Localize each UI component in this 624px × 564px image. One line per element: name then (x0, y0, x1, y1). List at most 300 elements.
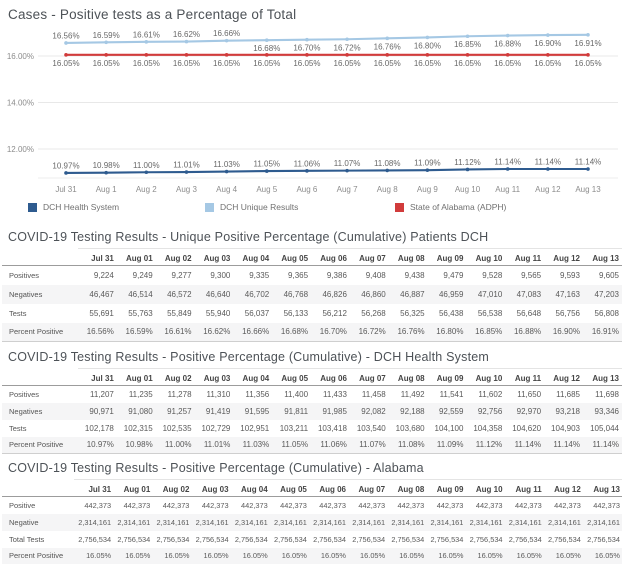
cell[interactable]: 93,218 (555, 406, 580, 416)
x-axis-tick-label: Aug 8 (376, 185, 398, 194)
cell[interactable]: 11,278 (167, 389, 192, 399)
cell[interactable]: 442,373 (397, 500, 425, 510)
cell[interactable]: 2,756,534 (313, 534, 346, 544)
cell[interactable]: 2,314,161 (117, 517, 151, 527)
cell[interactable]: 16.05% (164, 551, 190, 561)
legend-label: DCH Health System (43, 202, 120, 212)
table-row (2, 386, 622, 403)
cell[interactable]: 11.12% (475, 440, 503, 450)
cell[interactable]: 16.62% (203, 327, 231, 337)
cell[interactable]: 9,479 (443, 270, 464, 280)
row-label: Negatives (9, 289, 43, 299)
cell[interactable]: 16.05% (594, 551, 620, 561)
column-header: Aug 02 (152, 480, 191, 497)
cell[interactable]: 16.70% (319, 327, 347, 337)
cell[interactable]: 56,648 (516, 308, 542, 318)
cell[interactable]: 9,593 (559, 270, 580, 280)
table-title: COVID-19 Testing Results - Unique Positive Percentage (Cumulative) Patients DCH (8, 230, 489, 244)
cell[interactable]: 46,959 (438, 289, 464, 299)
data-point-label: 16.68% (253, 44, 281, 54)
cell[interactable]: 105,044 (590, 423, 619, 433)
data-point-label: 16.05% (413, 58, 441, 68)
data-point[interactable] (225, 53, 229, 57)
cell[interactable]: 2,756,534 (195, 534, 229, 544)
cell[interactable]: 47,163 (555, 289, 580, 299)
data-point-label: 16.80% (413, 41, 441, 51)
data-point[interactable] (225, 170, 229, 174)
cell[interactable]: 92,188 (400, 406, 425, 416)
data-point[interactable] (506, 167, 510, 171)
data-point-label: 16.05% (534, 58, 562, 68)
cell[interactable]: 103,680 (395, 423, 425, 433)
cell[interactable]: 2,314,161 (547, 517, 581, 527)
cell[interactable]: 11.05% (281, 440, 309, 450)
data-point[interactable] (546, 33, 550, 37)
cell[interactable]: 16.05% (281, 551, 307, 561)
table-row (2, 514, 622, 531)
cell[interactable]: 102,951 (240, 423, 270, 433)
cell[interactable]: 442,373 (593, 500, 620, 510)
data-table (2, 248, 622, 342)
data-point-label: 16.90% (534, 39, 562, 49)
table-row (2, 323, 622, 342)
cell[interactable]: 102,178 (84, 423, 114, 433)
data-point-label: 16.91% (574, 38, 602, 48)
cell[interactable]: 16.05% (399, 551, 425, 561)
data-point[interactable] (466, 34, 470, 38)
cell[interactable]: 55,763 (128, 308, 153, 318)
cell[interactable]: 11.00% (164, 440, 192, 450)
cell[interactable]: 91,985 (322, 406, 347, 416)
cell[interactable]: 9,565 (521, 270, 542, 280)
cell[interactable]: 2,756,534 (469, 534, 503, 544)
cell[interactable]: 11,541 (439, 389, 464, 399)
cell[interactable]: 46,768 (283, 289, 309, 299)
cell[interactable]: 102,729 (201, 423, 231, 433)
cell[interactable]: 16.05% (242, 551, 268, 561)
cell[interactable]: 16.76% (397, 327, 425, 337)
cell[interactable]: 442,373 (514, 500, 542, 510)
column-header: Aug 05 (270, 480, 309, 497)
chart-legend (0, 202, 624, 218)
table-row (2, 304, 622, 323)
cell[interactable]: 9,438 (404, 270, 425, 280)
legend-item[interactable] (205, 202, 298, 212)
data-point[interactable] (185, 170, 189, 174)
data-point-label: 16.05% (172, 58, 201, 68)
column-header: Aug 08 (389, 369, 428, 386)
row-label: Percent Positive (9, 551, 64, 561)
line-chart-canvas[interactable] (0, 24, 624, 200)
cell[interactable]: 2,314,161 (195, 517, 229, 527)
data-point-label: 11.14% (494, 157, 521, 167)
data-point[interactable] (64, 171, 68, 175)
column-header: Aug 09 (426, 480, 465, 497)
data-point[interactable] (145, 40, 149, 44)
column-header: Aug 02 (156, 249, 195, 266)
data-point-label: 16.62% (172, 30, 201, 40)
cell[interactable]: 2,314,161 (469, 517, 503, 527)
data-point[interactable] (506, 53, 510, 57)
data-point[interactable] (265, 38, 269, 42)
data-point[interactable] (185, 40, 189, 44)
cell[interactable]: 16.66% (242, 327, 270, 337)
cell[interactable]: 10.97% (86, 440, 114, 450)
cell[interactable]: 2,756,534 (117, 534, 151, 544)
cell[interactable]: 11,356 (245, 389, 270, 399)
cell[interactable]: 11,698 (595, 389, 619, 399)
cell[interactable]: 56,756 (555, 308, 580, 318)
cell[interactable]: 9,528 (482, 270, 503, 280)
cell[interactable]: 103,418 (317, 423, 347, 433)
cell[interactable]: 92,970 (516, 406, 542, 416)
cell[interactable]: 11.14% (592, 440, 619, 450)
cell[interactable]: 11,685 (556, 389, 580, 399)
cell[interactable]: 9,386 (326, 270, 347, 280)
cell[interactable]: 442,373 (84, 500, 112, 510)
cell[interactable]: 11.07% (359, 440, 386, 450)
cell[interactable]: 2,756,534 (234, 534, 268, 544)
data-point-label: 11.01% (173, 160, 200, 170)
data-point[interactable] (145, 53, 149, 57)
cell[interactable]: 55,691 (89, 308, 114, 318)
cell[interactable]: 9,335 (249, 270, 270, 280)
cell[interactable]: 16.05% (203, 551, 229, 561)
cell[interactable]: 442,373 (475, 500, 503, 510)
cell[interactable]: 91,811 (284, 406, 309, 416)
table-row (2, 420, 622, 437)
data-point[interactable] (64, 41, 68, 45)
cell[interactable]: 11,433 (323, 389, 347, 399)
row-label: Total Tests (9, 534, 45, 544)
data-point[interactable] (385, 53, 389, 57)
cell[interactable]: 16.05% (516, 551, 542, 561)
cell[interactable]: 11,207 (89, 389, 114, 399)
cell[interactable]: 442,373 (240, 500, 268, 510)
cell[interactable]: 56,133 (283, 308, 309, 318)
cell[interactable]: 56,037 (244, 308, 270, 318)
cell[interactable]: 9,408 (365, 270, 386, 280)
cell[interactable]: 46,702 (244, 289, 270, 299)
row-label: Positive (9, 500, 36, 510)
cell[interactable]: 103,540 (356, 423, 386, 433)
table-corner (2, 249, 78, 266)
cell[interactable]: 2,314,161 (391, 517, 425, 527)
data-point-label: 16.05% (453, 58, 482, 68)
table-title: COVID-19 Testing Results - Positive Percentage (Cumulative) - DCH Health System (8, 350, 490, 364)
data-point-label: 16.05% (132, 58, 160, 68)
table-section (0, 350, 624, 454)
x-axis-tick-label: Aug 3 (176, 185, 197, 194)
cell[interactable]: 2,756,534 (352, 534, 386, 544)
column-header: Aug 01 (117, 249, 156, 266)
cell[interactable]: 56,268 (361, 308, 386, 318)
cell[interactable]: 104,620 (512, 423, 542, 433)
data-point[interactable] (385, 37, 389, 41)
cell[interactable]: 104,903 (551, 423, 580, 433)
cell[interactable]: 56,212 (322, 308, 347, 318)
data-point-label: 16.66% (213, 29, 241, 39)
data-point-label: 16.05% (574, 58, 602, 68)
data-point-label: 11.00% (133, 160, 160, 170)
column-header: Aug 13 (583, 369, 622, 386)
data-point[interactable] (466, 168, 470, 172)
cell[interactable]: 11,235 (128, 389, 153, 399)
cell[interactable]: 442,373 (280, 500, 307, 510)
cell[interactable]: 9,300 (210, 270, 231, 280)
cell[interactable]: 442,373 (162, 500, 190, 510)
cell[interactable]: 16.85% (475, 327, 503, 337)
cell[interactable]: 10.98% (125, 440, 153, 450)
data-point[interactable] (546, 167, 550, 171)
data-point[interactable] (345, 169, 349, 173)
cell[interactable]: 11.03% (242, 440, 270, 450)
cell[interactable]: 46,514 (128, 289, 153, 299)
cell[interactable]: 16.59% (125, 327, 153, 337)
data-point-label: 16.05% (253, 58, 281, 68)
cell[interactable]: 2,314,161 (273, 517, 307, 527)
data-point[interactable] (145, 170, 149, 174)
cell[interactable]: 2,756,534 (156, 534, 190, 544)
data-point[interactable] (546, 53, 550, 57)
column-header: Aug 13 (583, 480, 622, 497)
cell[interactable]: 2,756,534 (78, 534, 112, 544)
cell[interactable]: 16.88% (513, 327, 542, 337)
cell[interactable]: 16.91% (591, 327, 619, 337)
cell[interactable]: 46,640 (205, 289, 231, 299)
cell[interactable]: 47,083 (516, 289, 542, 299)
cell[interactable]: 16.90% (552, 327, 580, 337)
data-point[interactable] (265, 53, 269, 57)
cell[interactable]: 9,224 (93, 270, 114, 280)
data-point[interactable] (586, 33, 590, 37)
cell[interactable]: 56,325 (400, 308, 425, 318)
cell[interactable]: 16.05% (125, 551, 151, 561)
table-row (2, 437, 622, 454)
cell[interactable]: 16.05% (86, 551, 112, 561)
cell[interactable]: 11,650 (517, 389, 542, 399)
cell[interactable]: 46,826 (322, 289, 347, 299)
cell[interactable]: 2,314,161 (313, 517, 346, 527)
cell[interactable]: 2,756,534 (273, 534, 307, 544)
data-point[interactable] (426, 53, 430, 57)
data-point[interactable] (586, 167, 590, 171)
cell[interactable]: 11.14% (514, 440, 542, 450)
cell[interactable]: 46,467 (89, 289, 114, 299)
data-point-label: 16.72% (333, 43, 361, 53)
column-header: Aug 01 (117, 369, 156, 386)
x-axis-tick-label: Aug 12 (535, 185, 561, 194)
cell[interactable]: 91,257 (167, 406, 192, 416)
cell[interactable]: 2,756,534 (508, 534, 542, 544)
cell[interactable]: 16.56% (86, 327, 114, 337)
cell[interactable]: 2,314,161 (156, 517, 190, 527)
column-header: Aug 06 (311, 369, 350, 386)
column-header: Aug 04 (233, 249, 272, 266)
cell[interactable]: 442,373 (123, 500, 151, 510)
cell[interactable]: 11.06% (320, 440, 347, 450)
x-axis-tick-label: Aug 1 (95, 185, 117, 194)
cell[interactable]: 46,887 (400, 289, 425, 299)
data-point[interactable] (305, 169, 309, 173)
cell[interactable]: 104,100 (434, 423, 464, 433)
data-point[interactable] (426, 168, 430, 172)
data-point[interactable] (64, 53, 68, 57)
table-corner (2, 480, 74, 497)
data-point[interactable] (265, 169, 269, 173)
cell[interactable]: 46,572 (167, 289, 192, 299)
cell[interactable]: 11.14% (553, 440, 580, 450)
data-point-label: 11.03% (213, 160, 240, 170)
data-point[interactable] (385, 169, 389, 173)
cell[interactable]: 90,971 (89, 406, 114, 416)
cell[interactable]: 103,211 (279, 423, 309, 433)
table-row (2, 403, 622, 420)
cell[interactable]: 2,314,161 (508, 517, 542, 527)
data-point[interactable] (586, 53, 590, 57)
cell[interactable]: 16.80% (436, 327, 464, 337)
data-point-label: 16.56% (52, 31, 80, 41)
column-header: Aug 07 (350, 249, 389, 266)
x-axis-tick-label: Aug 6 (296, 185, 318, 194)
x-axis-tick-label: Aug 9 (416, 185, 438, 194)
cell[interactable]: 11,310 (206, 389, 231, 399)
cell[interactable]: 9,365 (288, 270, 309, 280)
cell[interactable]: 91,419 (205, 406, 231, 416)
cell[interactable]: 2,314,161 (78, 517, 112, 527)
data-point-label: 11.09% (414, 158, 441, 168)
cell[interactable]: 92,756 (477, 406, 503, 416)
table-row (2, 497, 622, 514)
cell[interactable]: 442,373 (319, 500, 346, 510)
cell[interactable]: 11.09% (436, 440, 464, 450)
cell[interactable]: 9,249 (132, 270, 153, 280)
cell[interactable]: 102,315 (123, 423, 153, 433)
cell[interactable]: 16.05% (477, 551, 503, 561)
row-label: Positives (9, 389, 40, 399)
data-point[interactable] (185, 53, 189, 57)
cell[interactable]: 47,203 (594, 289, 619, 299)
column-header: Aug 03 (195, 369, 234, 386)
line-chart-panel (0, 0, 624, 221)
cell[interactable]: 47,010 (477, 289, 503, 299)
column-header: Aug 09 (428, 369, 467, 386)
cell[interactable]: 2,756,534 (391, 534, 425, 544)
tables-container (0, 230, 624, 564)
cell[interactable]: 102,535 (162, 423, 192, 433)
legend-item[interactable] (28, 202, 119, 212)
cell[interactable]: 11,492 (400, 389, 425, 399)
column-header: Aug 13 (583, 249, 622, 266)
cell[interactable]: 2,314,161 (352, 517, 386, 527)
cell[interactable]: 11.01% (203, 440, 231, 450)
x-axis-tick-label: Aug 13 (575, 185, 601, 194)
cell[interactable]: 104,358 (473, 423, 503, 433)
cell[interactable]: 92,559 (438, 406, 464, 416)
legend-swatch-icon (395, 203, 404, 212)
cell[interactable]: 92,082 (361, 406, 386, 416)
data-table (2, 479, 622, 564)
data-point[interactable] (345, 37, 349, 41)
cell[interactable]: 442,373 (554, 500, 581, 510)
cell[interactable]: 442,373 (436, 500, 464, 510)
cell[interactable]: 55,849 (167, 308, 192, 318)
legend-item[interactable] (395, 202, 506, 212)
x-axis-tick-label: Aug 7 (336, 185, 358, 194)
cell[interactable]: 2,756,534 (547, 534, 581, 544)
x-axis-tick-label: Aug 10 (454, 185, 481, 194)
data-point[interactable] (426, 36, 430, 40)
cell[interactable]: 2,756,534 (430, 534, 464, 544)
cell[interactable]: 16.05% (320, 551, 346, 561)
data-point-label: 16.05% (333, 58, 361, 68)
column-header: Aug 06 (311, 249, 350, 266)
y-axis-tick-label: 12.00% (6, 145, 34, 154)
cell[interactable]: 91,080 (128, 406, 153, 416)
cell[interactable]: 2,314,161 (430, 517, 464, 527)
data-point[interactable] (104, 53, 108, 57)
data-point[interactable] (104, 171, 108, 175)
cell[interactable]: 55,940 (205, 308, 231, 318)
cell[interactable]: 2,314,161 (587, 517, 620, 527)
cell[interactable]: 16.05% (360, 551, 386, 561)
cell[interactable]: 16.05% (438, 551, 464, 561)
data-point[interactable] (305, 38, 309, 42)
table-row (2, 285, 622, 304)
cell[interactable]: 56,808 (594, 308, 619, 318)
cell[interactable]: 16.61% (164, 327, 192, 337)
row-label: Negative (9, 517, 39, 527)
cell[interactable]: 91,595 (244, 406, 270, 416)
data-point[interactable] (225, 39, 229, 43)
cell[interactable]: 93,346 (594, 406, 619, 416)
cell[interactable]: 9,605 (598, 270, 619, 280)
table-row (2, 531, 622, 548)
x-axis-tick-label: Aug 5 (256, 185, 278, 194)
data-point[interactable] (104, 40, 108, 44)
cell[interactable]: 11,458 (361, 389, 386, 399)
cell[interactable]: 2,756,534 (587, 534, 620, 544)
cell[interactable]: 442,373 (358, 500, 386, 510)
cell[interactable]: 2,314,161 (234, 517, 268, 527)
data-point-label: 16.88% (494, 39, 522, 49)
cell[interactable]: 11,400 (284, 389, 309, 399)
data-point-label: 10.97% (52, 161, 80, 171)
column-header: Aug 05 (272, 249, 311, 266)
row-label: Positives (9, 270, 40, 280)
cell[interactable]: 56,538 (477, 308, 503, 318)
cell[interactable]: 16.05% (555, 551, 581, 561)
cell[interactable]: 442,373 (201, 500, 229, 510)
column-header: Aug 02 (156, 369, 195, 386)
data-point-label: 11.14% (574, 157, 602, 167)
cell[interactable]: 56,438 (438, 308, 464, 318)
cell[interactable]: 16.68% (280, 327, 309, 337)
row-label: Negatives (9, 406, 43, 416)
data-point[interactable] (305, 53, 309, 57)
cell[interactable]: 16.72% (358, 327, 386, 337)
data-point-label: 16.05% (213, 58, 241, 68)
cell[interactable]: 11,602 (478, 389, 503, 399)
cell[interactable]: 46,860 (361, 289, 386, 299)
column-header: Aug 12 (544, 249, 583, 266)
data-point[interactable] (466, 53, 470, 57)
cell[interactable]: 11.08% (398, 440, 425, 450)
data-point[interactable] (506, 34, 510, 38)
data-point[interactable] (345, 53, 349, 57)
column-header: Aug 01 (113, 480, 152, 497)
cell[interactable]: 9,277 (171, 270, 192, 280)
